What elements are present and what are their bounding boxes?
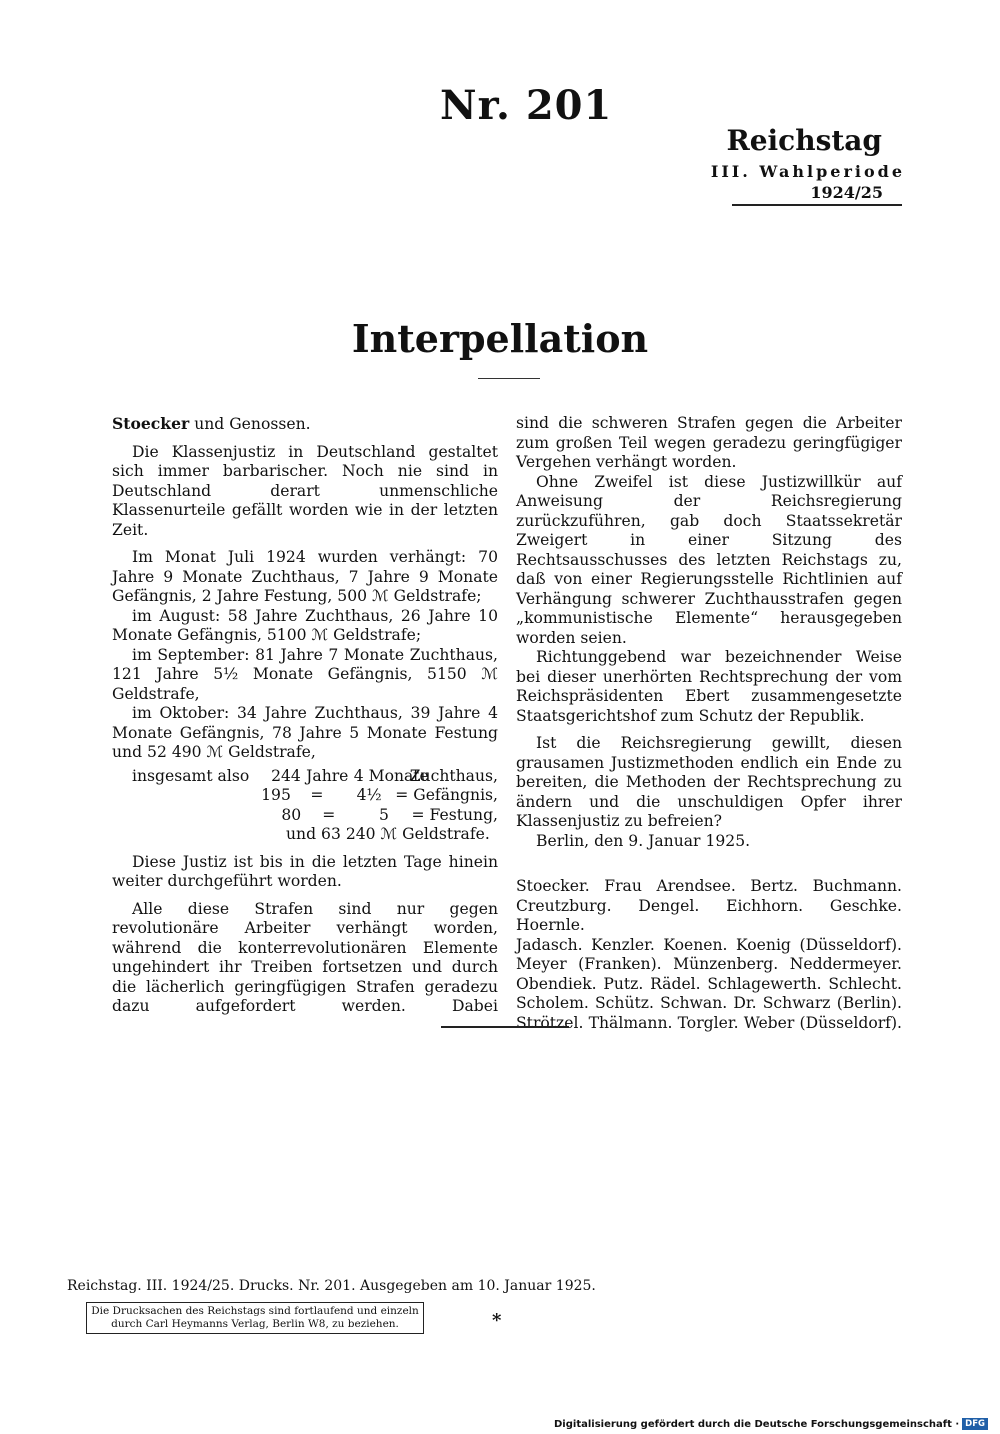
paragraph: sind die schweren Strafen gegen die Arbeiter zum großen Teil wegen geradezu geringfügiger Vergehen verhängt worden.: [516, 414, 902, 471]
signer-line: Creutzburg. Dengel. Eichhorn. Geschke. Hoernle.: [516, 896, 902, 934]
paragraph: im September: 81 Jahre 7 Monate Zuchthaus, 121 Jahre 5½ Monate Gefängnis, 5150 ℳ Geldstrafe,: [112, 645, 498, 703]
paragraph: Diese Justiz ist bis in die letzten Tage hinein weiter durchgeführt worden.: [112, 852, 498, 890]
paragraph: Alle diese Strafen sind nur gegen revolutionäre Arbeiter verhängt worden, während die konterrevolutionären Elemente ungehindert ihr Treiben fortsetzen und durch die lächerlich geringfügigen Strafen geradezu dazu aufgefordert werden. Dabei: [112, 899, 498, 1015]
signer-line: Meyer (Franken). Münzenberg. Neddermeyer.: [516, 955, 902, 973]
header-rule: [732, 204, 902, 206]
publisher-notice: [86, 1302, 424, 1334]
summary-row: insgesamt also 244 Jahre 4 Monate Zuchthaus,: [132, 766, 498, 785]
credit-text: Digitalisierung gefördert durch die Deutsche Forschungsgemeinschaft ·: [554, 1418, 960, 1430]
signer-line: Strötzel. Thälmann. Torgler. Weber (Düsseldorf).: [516, 1013, 902, 1032]
session-years: 1924/25: [810, 183, 883, 202]
summary-row: 80 = 5 = Festung,: [281, 805, 499, 824]
dfg-logo-icon: DFG: [962, 1418, 988, 1430]
sentence-summary: [112, 767, 498, 845]
paragraph: Im Monat Juli 1924 wurden verhängt: 70 Jahre 9 Monate Zuchthaus, 7 Jahre 9 Monate Gefängnis, 2 Jahre Festung, 500 ℳ Geldstrafe;: [112, 548, 498, 605]
author-name: Stoecker: [112, 414, 190, 433]
summary-total: und 63 240 ℳ Geldstrafe.: [286, 825, 490, 843]
date-line: Berlin, den 9. Januar 1925.: [536, 831, 751, 850]
digitization-credit: [554, 1418, 988, 1430]
author-line: [112, 414, 498, 435]
publisher-notice-line: Die Drucksachen des Reichstags sind fortlaufend und einzeln: [91, 1305, 419, 1317]
signer-line: Stoecker. Frau Arendsee. Bertz. Buchmann.: [516, 877, 902, 895]
right-column: [516, 414, 902, 1033]
reichstag-label: Reichstag: [726, 124, 882, 157]
signer-line: Obendiek. Putz. Rädel. Schlagewerth. Schlecht.: [516, 974, 902, 993]
closing-rule: [441, 1026, 569, 1028]
author-suffix: und Genossen.: [189, 415, 311, 433]
paragraph: Ist die Reichsregierung gewillt, diesen grausamen Justizmethoden endlich ein Ende zu bereiten, die Methoden der Rechtsprechung zu ändern und die unschuldigen Opfer ihrer Klassenjustiz zu befreien?: [516, 734, 902, 830]
asterisk-mark: *: [492, 1310, 502, 1331]
left-column: [112, 414, 498, 1017]
legislative-period: III. Wahlperiode: [710, 162, 905, 181]
signatories: [516, 877, 902, 1033]
title-rule: [478, 378, 540, 379]
paragraph: Ohne Zweifel ist diese Justizwillkür auf Anweisung der Reichsregierung zurückzuführen, gab doch Staatssekretär Zweigert in einer Sitzung des Rechtsausschusses des letzten Reichstags zu, daß von einer Regierungsstelle Richtlinien auf Verhängung schwerer Zuchthausstrafen gegen „kommunistische Elemente“ herausgegeben worden seien.: [516, 472, 902, 647]
paragraph: Richtunggebend war bezeichnender Weise bei dieser unerhörten Rechtsprechung der vom Reichspräsidenten Ebert zusammengesetzte Staatsgerichtshof zum Schutz der Republik.: [516, 648, 902, 725]
signer-line: Scholem. Schütz. Schwan. Dr. Schwarz (Berlin).: [516, 994, 902, 1012]
paragraph: im August: 58 Jahre Zuchthaus, 26 Jahre 10 Monate Gefängnis, 5100 ℳ Geldstrafe;: [112, 606, 498, 644]
signer-line: Jadasch. Kenzler. Koenen. Koenig (Düsseldorf).: [516, 935, 902, 954]
document-number: Nr. 201: [440, 82, 613, 129]
publisher-notice-line: durch Carl Heymanns Verlag, Berlin W8, zu beziehen.: [111, 1318, 399, 1330]
paragraph: im Oktober: 34 Jahre Zuchthaus, 39 Jahre 4 Monate Gefängnis, 78 Jahre 5 Monate Festung und 52 490 ℳ Geldstrafe,: [112, 704, 498, 761]
page-title: Interpellation: [351, 316, 649, 361]
paragraph: Die Klassenjustiz in Deutschland gestaltet sich immer barbarischer. Noch nie sind in Deutschland derart unmenschliche Klassenurteile gefällt worden wie in der letzten Zeit.: [112, 442, 498, 539]
summary-row: 195 = 4½ = Gefängnis,: [261, 786, 499, 804]
publication-line: Reichstag. III. 1924/25. Drucks. Nr. 201. Ausgegeben am 10. Januar 1925.: [67, 1278, 596, 1294]
